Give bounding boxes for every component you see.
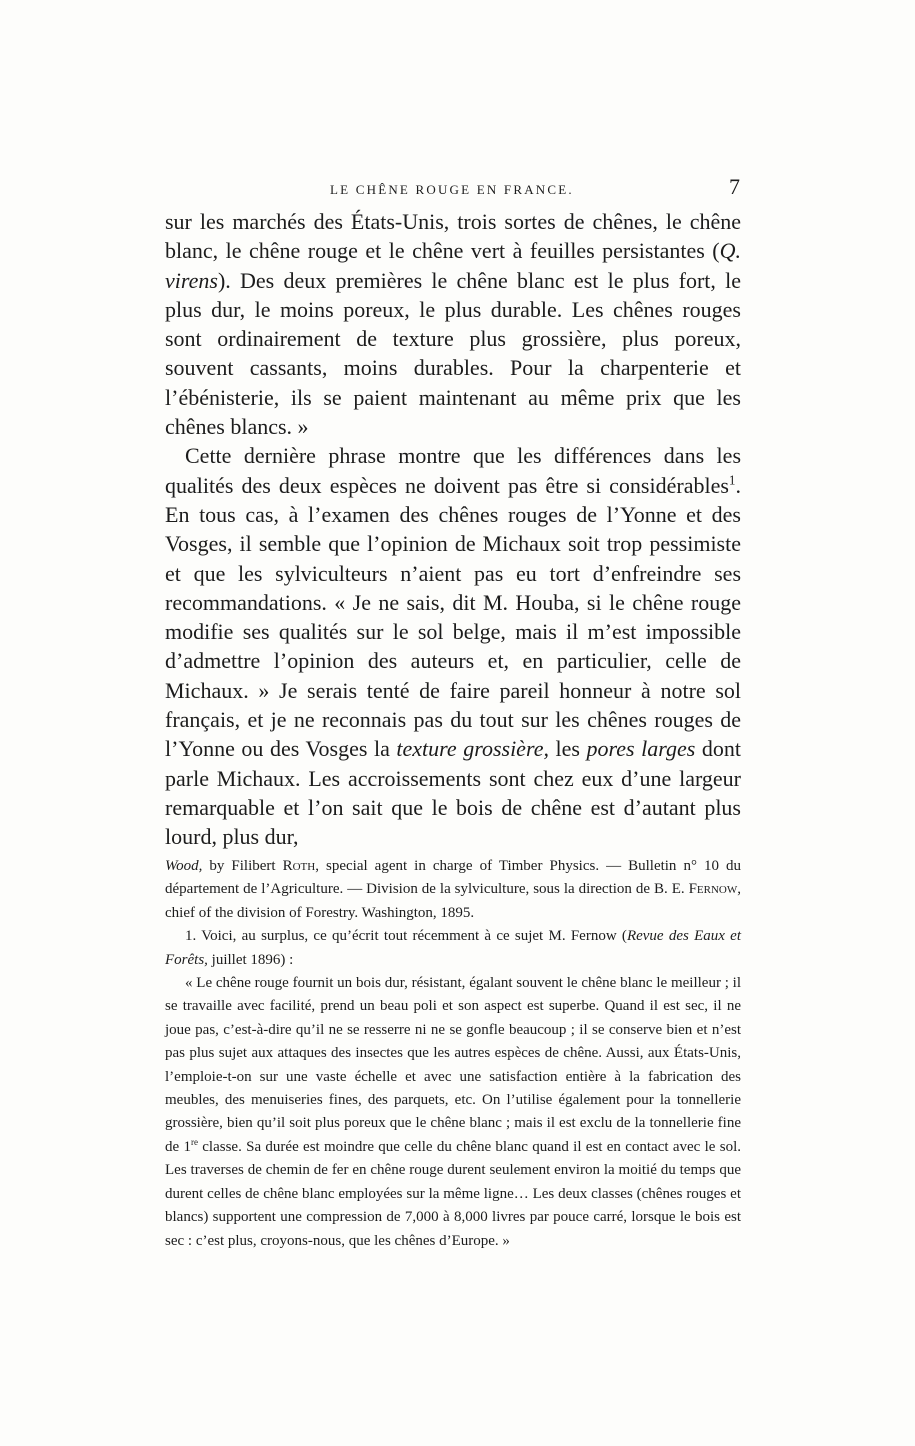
text-run: by Filibert [202, 858, 283, 874]
text-run: sur les marchés des États-Unis, trois sortes de chênes, le chêne blanc, le chêne rouge et le chêne vert à feuilles persistantes ( [165, 209, 741, 264]
page-number: 7 [729, 174, 740, 199]
text-run: . En tous cas, à l’examen des chênes rouges de l’Yonne et des Vosges, il semble que l’opinion de Michaux soit trop pessimiste et que les sylviculteurs n’aient pas eu tort d’enfreindre ses recommandations. « Je ne sais, dit M. Houba, si le chêne rouge modifie ses qualités sur le sol belge, mais il m’est impossible d’admettre l’opinion des auteurs et, en particulier, celle de Michaux. » Je serais tenté de faire pareil honneur à notre sol français, et je ne reconnais pas du tout sur les chênes rouges de l’Yonne ou des Vosges la [165, 472, 741, 762]
footnote-1 [165, 925, 741, 972]
paragraph [165, 441, 741, 851]
text-run: ). Des deux premières le chêne blanc est le plus fort, le plus dur, le moins poreux, le plus durable. Les chênes rouges sont ordinairement de texture plus grossière, plus poreux, souvent cassants, moins durables. Pour la charpenterie et l’ébénisterie, ils se paient maintenant au même prix que les chênes blancs. » [165, 267, 741, 440]
footnote-ref: 1 [728, 472, 736, 488]
italic-run: Q. virens [165, 238, 741, 293]
text-run: Cette dernière phrase montre que les différences dans les qualités des deux espèces ne doivent pas être si considérables [165, 443, 741, 498]
text-run: 1. Voici, au surplus, ce qu’écrit tout récemment à ce sujet M. Fernow ( [185, 928, 627, 945]
footnote-quote [165, 972, 741, 1253]
paragraph-continued [165, 207, 741, 441]
text-run: classe. Sa durée est moindre que celle du chêne blanc quand il est en contact avec le sol. Les traverses de chemin de fer en chêne rouge durent seulement environ la moitié du temps que durent celles de chêne blanc employées sur la même ligne… Les deux classes (chênes rouges et blancs) supportent une compression de 7,000 à 8,000 livres par pouce carré, lorsque le bois est sec : c’est plus, croyons-nous, que les chênes d’Europe. » [165, 1138, 741, 1249]
text-run: « Le chêne rouge fournit un bois dur, résistant, égalant souvent le chêne blanc le meilleur ; il se travaille avec facilité, prend un beau poli et son aspect est superbe. Quand il est sec, il ne joue pas, c’est-à-dire qu’il ne se resserre ni ne se gonfle beaucoup ; il se conserve bien et n’est pas plus sujet aux attaques des insectes que les autres espèces de chêne. Aussi, aux États-Unis, l’emploie-t-on sur une vaste échelle et avec une satisfaction entière à la fabrication des meubles, des menuiseries fines, des parquets, etc. On l’utilise également pour la tonnellerie grossière, bien qu’il soit plus poreux que le chêne blanc ; mais il est exclu de la tonnellerie fine de 1 [165, 975, 741, 1155]
author-name: Roth [282, 858, 316, 874]
italic-run: texture grossière, [396, 736, 549, 762]
text-run: , chief of the division of Forestry. Washington, 1895. [165, 881, 741, 921]
italic-run: Wood, [165, 858, 203, 874]
author-name: Fernow [688, 881, 738, 898]
italic-run: pores larges [586, 736, 696, 762]
footnotes [165, 855, 741, 1253]
text-run: les [548, 736, 587, 762]
text-run: dont parle Michaux. Les accroissements sont chez eux d’une largeur remarquable et l’on sait que le bois de chêne est d’autant plus lourd, plus dur, [165, 736, 741, 850]
text-run: juillet 1896) : [207, 951, 294, 968]
footnote-continued [165, 855, 741, 925]
italic-run: Revue des Eaux et Forêts, [165, 928, 742, 968]
running-head [165, 176, 740, 202]
running-title: LE CHÊNE ROUGE EN FRANCE. [330, 182, 574, 197]
body-text [165, 207, 741, 852]
superscript: re [190, 1136, 198, 1147]
text-run: , special agent in charge of Timber Physics. — Bulletin n° 10 du département de l’Agriculture. — Division de la sylviculture, sous la direction de B. E. [165, 858, 741, 898]
